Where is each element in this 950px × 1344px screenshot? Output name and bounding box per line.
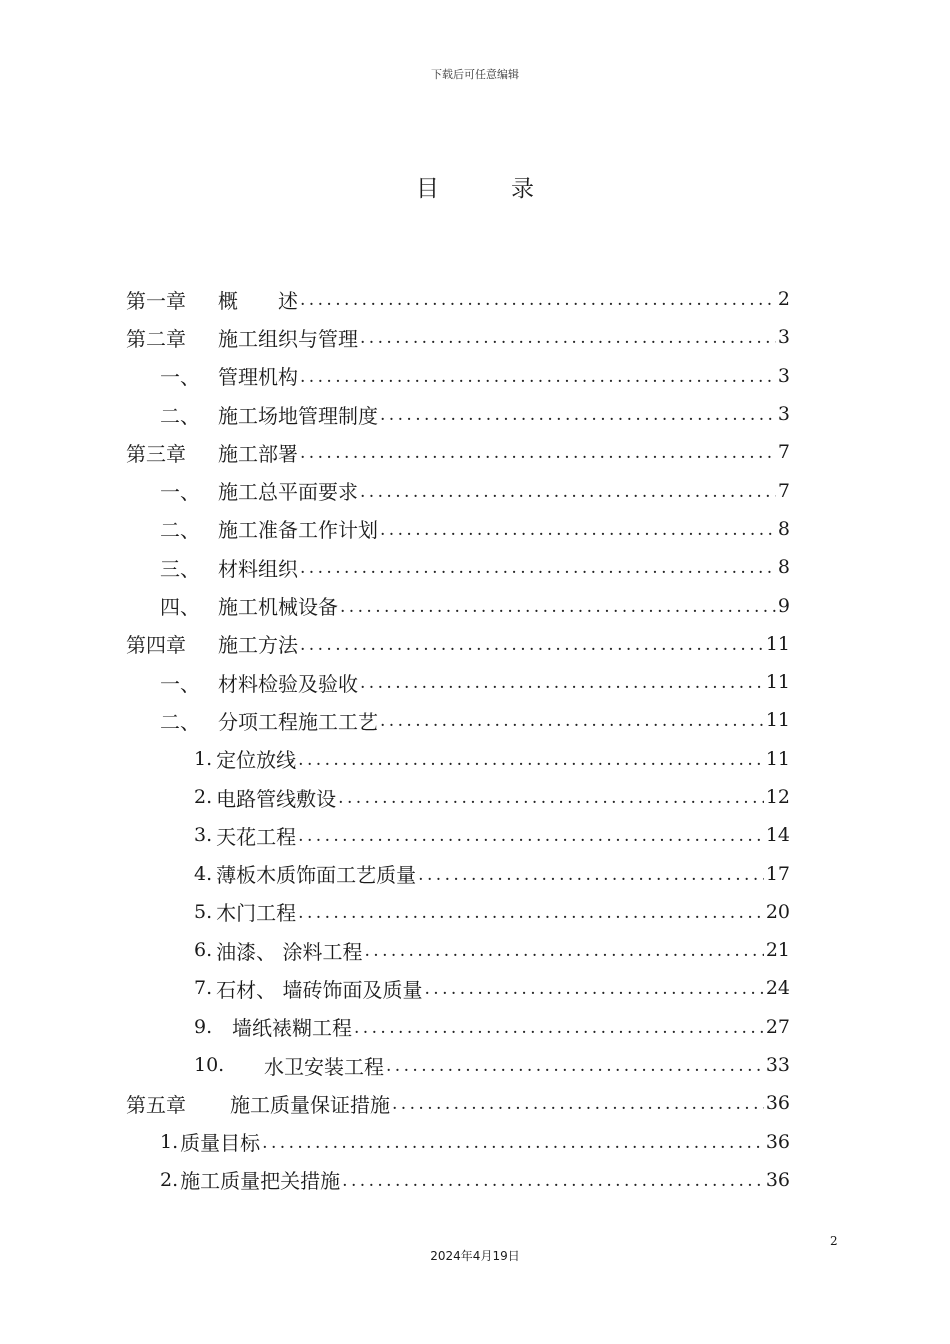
- toc-entry-item[interactable]: [126, 1046, 790, 1084]
- toc-entry-label: 施工准备工作计划: [218, 518, 378, 543]
- toc-entry-number: 第三章: [126, 441, 186, 466]
- toc-entry-label: 水卫安装工程: [264, 1054, 384, 1079]
- dot-leader: [386, 1056, 764, 1076]
- toc-entry-page: 11: [765, 632, 790, 655]
- dot-leader: [298, 903, 764, 923]
- toc-entry-label: 定位放线: [216, 748, 297, 773]
- toc-entry-page: 36: [765, 1092, 790, 1115]
- toc-entry-item[interactable]: [126, 778, 790, 816]
- toc-entry-label: 施工质量把关措施: [180, 1169, 341, 1194]
- dot-leader: [365, 941, 764, 961]
- toc-entry-section[interactable]: [126, 701, 790, 739]
- toc-entry-number: 9.: [194, 1015, 213, 1038]
- toc-entry-number: 第一章: [126, 288, 186, 313]
- toc-entry-number: 10.: [194, 1054, 225, 1077]
- toc-entry-item[interactable]: [126, 893, 790, 931]
- toc-entry-page: 8: [777, 517, 790, 540]
- toc-entry-label: 质量目标: [180, 1131, 261, 1156]
- toc-entry-label: 电路管线敷设: [216, 786, 337, 811]
- toc-entry-label: 石材、 墙砖饰面及质量: [216, 977, 423, 1002]
- toc-entry-page: 11: [765, 671, 790, 694]
- dot-leader: [340, 597, 776, 617]
- toc-title-char-2: 录: [511, 176, 534, 202]
- toc-entry-page: 2: [777, 288, 790, 311]
- toc-entry-number: 一、: [160, 365, 200, 390]
- toc-entry-page: 14: [765, 824, 790, 847]
- toc-entry-label: 材料组织: [218, 556, 298, 581]
- toc-entry-label: 施工组织与管理: [218, 326, 358, 351]
- toc-entry-number: 7.: [194, 977, 213, 1000]
- toc-entry-number: 三、: [160, 556, 200, 581]
- toc-entry-page: 36: [765, 1130, 790, 1153]
- toc-entry-page: 33: [765, 1054, 790, 1077]
- toc-entry-number: 一、: [160, 480, 200, 505]
- toc-entry-page: 20: [765, 900, 790, 923]
- toc-entry-number: 第四章: [126, 633, 186, 658]
- toc-entry-page: 12: [765, 786, 790, 808]
- toc-entry-page: 11: [765, 709, 790, 732]
- toc-entry-label: 概 述: [218, 288, 298, 313]
- page-number: 2: [830, 1234, 838, 1248]
- toc-entry-label: 木门工程: [216, 901, 297, 926]
- toc-entry-page: 7: [777, 479, 790, 502]
- toc-entry-chapter-3[interactable]: [126, 433, 790, 471]
- dot-leader: [360, 482, 776, 502]
- toc-entry-number: 1.: [160, 1130, 179, 1153]
- toc-entry-section[interactable]: [126, 510, 790, 548]
- toc-entry-section[interactable]: [126, 357, 790, 395]
- toc-entry-label: 天花工程: [216, 824, 297, 849]
- toc-entry-page: 21: [765, 939, 790, 962]
- dot-leader: [380, 405, 776, 425]
- toc-entry-page: 3: [777, 326, 790, 349]
- toc-entry-number: 第二章: [126, 326, 186, 351]
- dot-leader: [418, 865, 764, 885]
- toc-entry-chapter-5[interactable]: [126, 1084, 790, 1122]
- toc-entry-chapter-4[interactable]: [126, 625, 790, 663]
- toc-entry-number: 6.: [194, 939, 213, 962]
- toc-entry-chapter-1[interactable]: [126, 280, 790, 318]
- toc-entry-page: 8: [777, 556, 790, 579]
- dot-leader: [360, 673, 764, 693]
- toc-entry-item[interactable]: [126, 740, 790, 778]
- toc-entry-label: 施工方法: [218, 633, 298, 658]
- toc-entry-item[interactable]: [126, 969, 790, 1007]
- toc-entry-page: 24: [765, 977, 790, 1000]
- dot-leader: [425, 979, 764, 999]
- toc-entry-page: 3: [777, 403, 790, 426]
- dot-leader: [380, 520, 776, 540]
- toc-entry-label: 分项工程施工工艺: [218, 709, 378, 734]
- dot-leader: [380, 711, 764, 731]
- dot-leader: [338, 788, 764, 808]
- dot-leader: [298, 826, 764, 846]
- table-of-contents: [126, 280, 790, 1199]
- toc-entry-page: 36: [765, 1168, 790, 1191]
- toc-entry-label: 施工场地管理制度: [218, 403, 378, 428]
- toc-entry-section[interactable]: [126, 471, 790, 509]
- toc-entry-page: 9: [777, 594, 790, 617]
- toc-entry-number: 2.: [194, 786, 213, 808]
- toc-entry-page: 17: [765, 862, 790, 885]
- toc-entry-page: 7: [777, 441, 790, 464]
- toc-entry-item[interactable]: [126, 1123, 790, 1161]
- toc-entry-item[interactable]: [126, 931, 790, 969]
- toc-entry-number: 5.: [194, 900, 213, 923]
- toc-entry-number: 二、: [160, 518, 200, 543]
- toc-entry-chapter-2[interactable]: [126, 318, 790, 356]
- dot-leader: [300, 367, 776, 387]
- toc-entry-label: 材料检验及验收: [218, 671, 358, 696]
- toc-entry-label: 墙纸裱糊工程: [232, 1016, 352, 1041]
- toc-entry-label: 施工质量保证措施: [230, 1092, 390, 1117]
- dot-leader: [300, 635, 764, 655]
- toc-title: [0, 170, 950, 203]
- toc-entry-number: 二、: [160, 403, 200, 428]
- toc-entry-label: 施工部署: [218, 441, 298, 466]
- toc-entry-number: 3.: [194, 824, 213, 847]
- toc-entry-label: 薄板木质饰面工艺质量: [216, 863, 417, 888]
- toc-entry-item[interactable]: [126, 816, 790, 854]
- toc-entry-number: 一、: [160, 671, 200, 696]
- toc-entry-section[interactable]: [126, 663, 790, 701]
- dot-leader: [360, 328, 776, 348]
- toc-entry-section[interactable]: [126, 548, 790, 586]
- dot-leader: [354, 1018, 764, 1038]
- toc-entry-label: 油漆、 涂料工程: [216, 939, 363, 964]
- toc-entry-number: 2.: [160, 1168, 179, 1191]
- page-header: 下载后可任意编辑: [431, 68, 519, 81]
- toc-entry-page: 3: [777, 364, 790, 387]
- dot-leader: [300, 290, 776, 310]
- toc-entry-number: 4.: [194, 862, 213, 885]
- toc-entry-number: 二、: [160, 709, 200, 734]
- dot-leader: [392, 1094, 764, 1114]
- toc-entry-label: 施工机械设备: [218, 595, 338, 620]
- toc-entry-number: 1.: [194, 747, 213, 770]
- toc-entry-label: 施工总平面要求: [218, 480, 358, 505]
- dot-leader: [300, 443, 776, 463]
- toc-entry-item[interactable]: [126, 1008, 790, 1046]
- toc-entry-section[interactable]: [126, 586, 790, 624]
- toc-entry-item[interactable]: [126, 1161, 790, 1199]
- toc-entry-section[interactable]: [126, 395, 790, 433]
- page-footer-date: 2024年4月19日: [430, 1249, 520, 1263]
- toc-entry-number: 第五章: [126, 1092, 186, 1117]
- dot-leader: [262, 1133, 764, 1153]
- toc-entry-label: 管理机构: [218, 365, 298, 390]
- toc-entry-number: 四、: [160, 595, 200, 620]
- toc-entry-page: 27: [765, 1015, 790, 1038]
- dot-leader: [300, 558, 776, 578]
- toc-entry-page: 11: [765, 747, 790, 770]
- dot-leader: [342, 1171, 764, 1191]
- toc-title-char-1: 目: [416, 176, 439, 202]
- toc-entry-item[interactable]: [126, 854, 790, 892]
- dot-leader: [298, 750, 764, 770]
